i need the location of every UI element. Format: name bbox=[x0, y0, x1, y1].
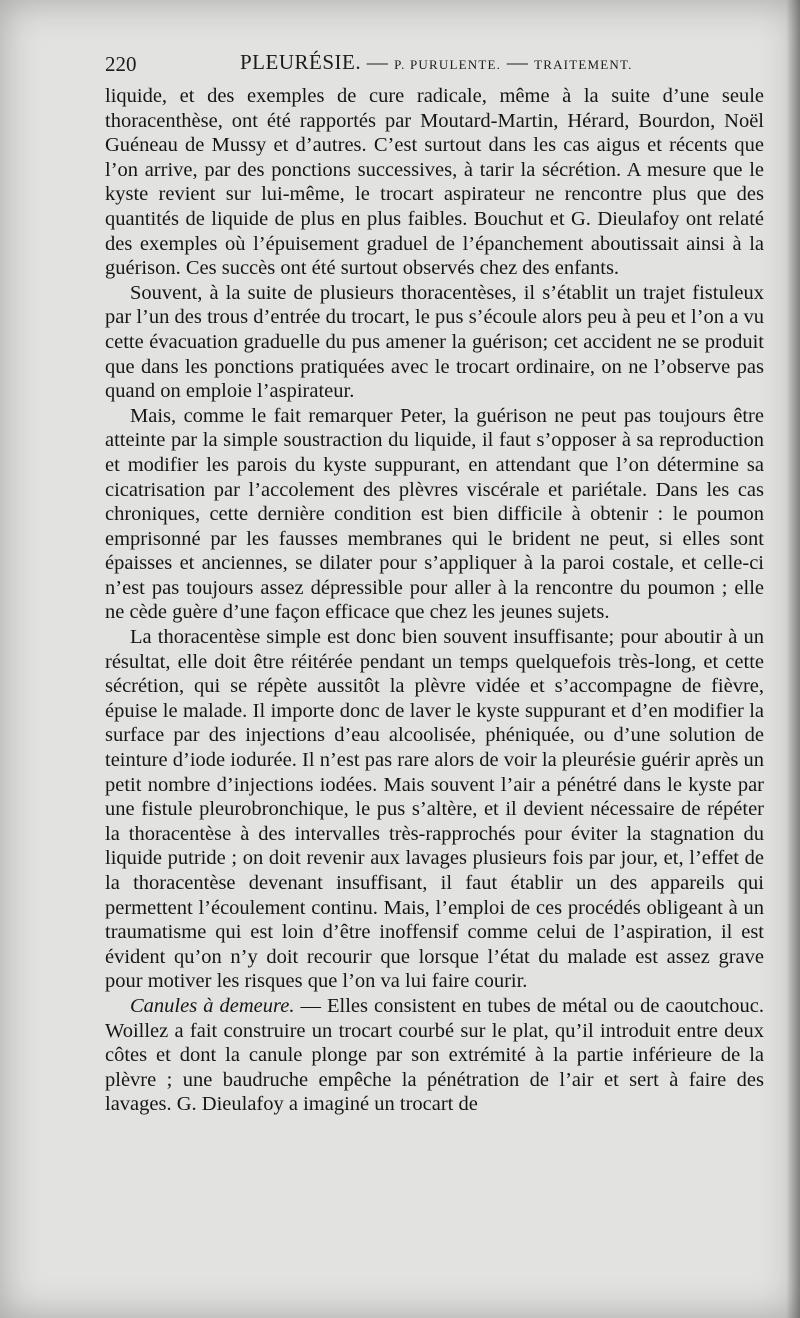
paragraph-canules bbox=[105, 994, 764, 1117]
running-head-dash: — bbox=[501, 50, 535, 74]
running-head-section: P. PURULENTE. bbox=[394, 57, 502, 72]
running-head-title: PLEURÉSIE. bbox=[240, 50, 362, 74]
paragraph: liquide, et des exemples de cure radicale, même à la suite d’une seule thoracenthèse, ont été rapportés par Moutard-Martin, Hérard, Bourdon, Noël Guéneau de Mussy et d’autres. C’est surtout dans les cas aigus et récents que l’on arrive, par des ponctions successives, à tarir la sécrétion. A mesure que le kyste revient sur lui-même, le trocart aspirateur ne rencontre plus que des quantités de liquide de plus en plus faibles. Bouchut et G. Dieulafoy ont relaté des exemples où l’épuisement graduel de l’épanchement aboutissait ainsi à la guérison. Ces succès ont été surtout observés chez des enfants. bbox=[105, 85, 764, 280]
running-head-subsection: TRAITEMENT. bbox=[534, 57, 633, 72]
paragraph-text: — Elles consistent en tubes de métal ou de caoutchouc. Woillez a fait construire un trocart courbé sur le plat, qu’il introduit entre deux côtes et dont la canule plonge par son extrémité à la partie inférieure de la plèvre ; une baudruche empêche la pénétration de l’air et sert à faire des lavages. G. Dieulafoy a imaginé un trocart de bbox=[105, 994, 764, 1116]
paragraph: Souvent, à la suite de plusieurs thoracentèses, il s’établit un trajet fistuleux par l’un des trous d’entrée du trocart, le pus s’écoule alors peu à peu et l’on a vu cette évacuation graduelle du pus amener la guérison; cet accident ne se produit que dans les ponctions pratiquées avec le trocart ordinaire, on ne l’observe pas quand on emploie l’aspirateur. bbox=[105, 281, 764, 403]
section-heading: Canules à demeure. bbox=[130, 994, 295, 1017]
running-head bbox=[240, 50, 633, 75]
running-head-dash: — bbox=[361, 50, 395, 74]
page-number: 220 bbox=[105, 52, 137, 76]
page-header bbox=[105, 48, 765, 82]
paragraph: Mais, comme le fait remarquer Peter, la guérison ne peut pas toujours être atteinte par la simple soustraction du liquide, il faut s’opposer à sa reproduction et modifier les parois du kyste suppurant, en attendant que l’on détermine sa cicatrisation par l’accolement des plèvres viscérale et pariétale. Dans les cas chroniques, cette dernière condition est bien difficile à obtenir : le poumon emprisonné par les fausses membranes qui le brident ne peut, si elles sont épaisses et anciennes, se dilater pour s’appliquer à la paroi costale, et celle-ci n’est pas toujours assez dépressible pour aller à la rencontre du poumon ; elle ne cède guère d’une façon efficace que chez les jeunes sujets. bbox=[105, 404, 764, 624]
body-text bbox=[105, 84, 764, 1117]
paragraph: La thoracentèse simple est donc bien souvent insuffisante; pour aboutir à un résultat, elle doit être réitérée pendant un temps quelquefois très-long, et cette sécrétion, qui se répète aussitôt la plèvre vidée et s’accompagne de fièvre, épuise le malade. Il importe donc de laver le kyste suppurant et d’en modifier la surface par des injections d’eau alcoolisée, phéniquée, ou d’une solution de teinture d’iode iodurée. Il n’est pas rare alors de voir la pleurésie guérir après un petit nombre d’injections iodées. Mais souvent l’air a pénétré dans le kyste par une fistule pleurobronchique, le pus s’altère, et il devient nécessaire de répéter la thoracentèse à des intervalles très-rapprochés pour éviter la stagnation du liquide putride ; on doit revenir aux lavages plusieurs fois par jour, et, l’effet de la thoracentèse devenant insuffisant, il faut établir un des appareils qui permettent l’écoulement continu. Mais, l’emploi de ces procédés obligeant à un traumatisme qui est loin d’être inoffensif comme celui de l’aspiration, il est évident qu’on n’y doit recourir que lorsque l’état du malade est assez grave pour motiver les risques que l’on va lui faire courir. bbox=[105, 626, 764, 993]
